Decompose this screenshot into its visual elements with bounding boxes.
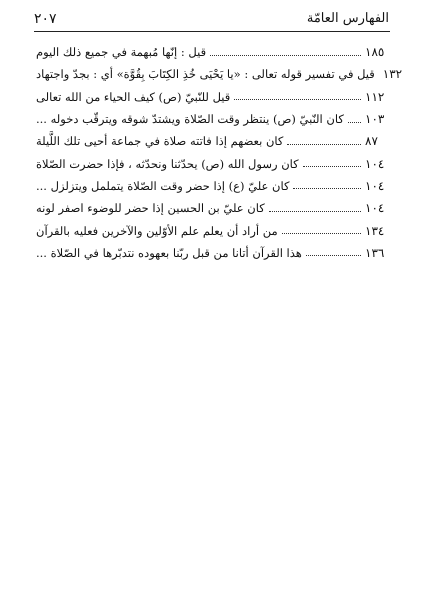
page-number: ٢٠٧ xyxy=(34,11,57,27)
index-entry xyxy=(36,108,389,130)
entry-page-number: ١٠٣ xyxy=(365,112,385,127)
entry-page-number: ١٨٥ xyxy=(365,45,385,60)
header-title: الفهارس العامّة xyxy=(306,11,389,26)
index-entry xyxy=(36,152,389,174)
entry-text: كان النّبيّ (ص) ينتظر وقت الصّلاة ويشتدّ شوقه ويترقّب دخوله ... xyxy=(36,112,344,127)
entry-text: كان عليّ (ع) إذا حضر وقت الصّلاة يتململ ويتزلزل ... xyxy=(36,178,290,193)
index-entry xyxy=(36,219,389,241)
entry-page-number: ١٣٢ xyxy=(382,67,403,82)
entry-text: هذا القرآن أتانا من قبل ربّنا بعهوده نتدبّرها في الصّلاة ... xyxy=(36,245,302,260)
index-entry xyxy=(36,63,403,85)
entry-page-number: ١٣٦ xyxy=(365,245,385,260)
header-rule xyxy=(34,31,390,32)
entry-page-number: ٨٧ xyxy=(365,134,378,149)
index-entry xyxy=(36,41,389,63)
index-entry xyxy=(36,197,389,219)
dot-leader xyxy=(269,211,361,212)
entry-text: قيل للنّبيّ (ص) كيف الحياء من الله تعالى xyxy=(36,89,231,104)
entry-text: من أراد أن يعلم علم الأوّلين والآخرين فعليه بالقرآن xyxy=(36,223,278,238)
entry-text: كان رسول الله (ص) يحدّثنا ونحدّثه ، فإذا حضرت الصّلاة xyxy=(36,156,299,171)
entry-text: كان عليّ بن الحسين إذا حضر للوضوء اصفر لونه xyxy=(36,201,265,216)
entry-text: قيل في تفسير قوله تعالى : «يا يَحْيَى خُذِ الكِتَابَ بِقُوَّة» أي : بجدّ واجتهاد xyxy=(36,67,375,82)
entry-page-number: ١٠٤ xyxy=(365,178,385,193)
index-entry xyxy=(36,175,389,197)
dot-leader xyxy=(234,99,361,100)
entry-page-number: ١٣٤ xyxy=(365,223,385,238)
entry-text: كان بعضهم إذا فاتته صلاة في جماعة أحيى تلك اللَّيلة xyxy=(36,134,284,149)
index-entries xyxy=(36,41,403,264)
index-entry xyxy=(36,130,389,152)
entry-page-number: ١٠٤ xyxy=(365,156,385,171)
dot-leader xyxy=(303,166,361,167)
dot-leader xyxy=(210,55,361,56)
index-entry xyxy=(36,242,389,264)
index-entry xyxy=(36,86,389,108)
entry-page-number: ١٠٤ xyxy=(365,201,385,216)
entry-page-number: ١١٢ xyxy=(365,89,385,104)
dot-leader xyxy=(306,255,361,256)
dot-leader xyxy=(293,188,361,189)
dot-leader xyxy=(348,122,361,123)
entry-text: قيل : إنّها مُبهمة في جميع ذلك اليوم xyxy=(36,45,207,60)
running-header xyxy=(34,10,389,28)
dot-leader xyxy=(287,144,361,145)
dot-leader xyxy=(282,233,361,234)
